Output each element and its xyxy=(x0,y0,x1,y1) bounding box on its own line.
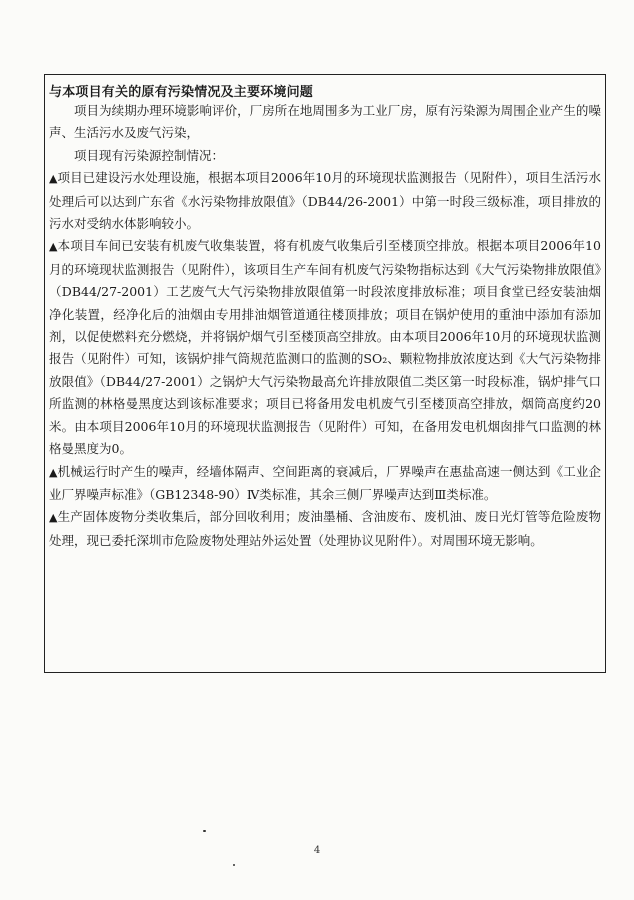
scan-speck xyxy=(203,830,206,832)
list-item xyxy=(49,461,601,507)
control-title: 项目现有污染源控制情况： xyxy=(74,147,225,163)
content-frame xyxy=(44,74,606,673)
triangle-bullet-icon: ▲ xyxy=(49,240,58,254)
scan-speck xyxy=(233,864,235,866)
item-text-wastewater: 项目已建设污水处理设施，根据本项目2006年10月的环境现状监测报告（见附件），项目生活污水处理后可以达到广东省《水污染物排放限值》（DB44/26-2001）中第一时段三级标准，项目排放的污水对受纳水体影响较小。 xyxy=(49,170,601,232)
list-item xyxy=(49,506,601,552)
item-text-exhaust: 本项目车间已安装有机废气收集装置，将有机废气收集后引至楼顶空排放。根据本项目2006年10月的环境现状监测报告（见附件），该项目生产车间有机废气污染物指标达到《大气污染物排放限值》（DB44/27-2001）工艺废气大气污染物排放限值第一时段浓度排放标准；项目食堂已经安装油烟净化装置，经净化后的油烟由专用排油烟管道通往楼顶排放；项目在锅炉使用的重油中添加有添加剂，以促使燃料充分燃烧，并将锅炉烟气引至楼顶高空排放。由本项目2006年10月的环境现状监测报告（见附件）可知，该锅炉排气筒规范监测口的监测的SO₂、颗粒物排放浓度达到《大气污染物排放限值》（DB44/27-2001）之锅炉大气污染物最高允许排放限值二类区第一时段标准，锅炉排气口所监测的林格曼黑度达到该标准要求；项目已将备用发电机废气引至楼顶高空排放，烟筒高度约20米。由本项目2006年10月的环境现状监测报告（见附件）可知，在备用发电机烟囱排气口监测的林格曼黑度为0。 xyxy=(49,238,601,457)
section-body xyxy=(49,100,601,552)
triangle-bullet-icon: ▲ xyxy=(49,511,58,525)
list-item xyxy=(49,235,601,460)
list-item xyxy=(49,167,601,235)
intro-paragraph: 项目为续期办理环境影响评价，厂房所在地周围多为工业厂房，原有污染源为周围企业产生的噪声、生活污水及废气污染， xyxy=(49,103,601,141)
triangle-bullet-icon: ▲ xyxy=(49,465,58,479)
page-number: 4 xyxy=(313,845,321,856)
item-text-solid-waste: 生产固体废物分类收集后，部分回收利用；废油墨桶、含油废布、废机油、废日光灯管等危险废物处理，现已委托深圳市危险废物处理站外运处置（处理协议见附件）。对周围环境无影响。 xyxy=(49,509,601,548)
section-heading: 与本项目有关的原有污染情况及主要环境问题 xyxy=(49,85,314,100)
item-text-noise: 机械运行时产生的噪声，经墙体隔声、空间距离的衰减后，厂界噪声在惠盐高速一侧达到《工业企业厂界噪声标准》（GB12348-90）Ⅳ类标准，其余三侧厂界噪声达到Ⅲ类标准。 xyxy=(49,463,601,502)
triangle-bullet-icon: ▲ xyxy=(49,172,58,186)
